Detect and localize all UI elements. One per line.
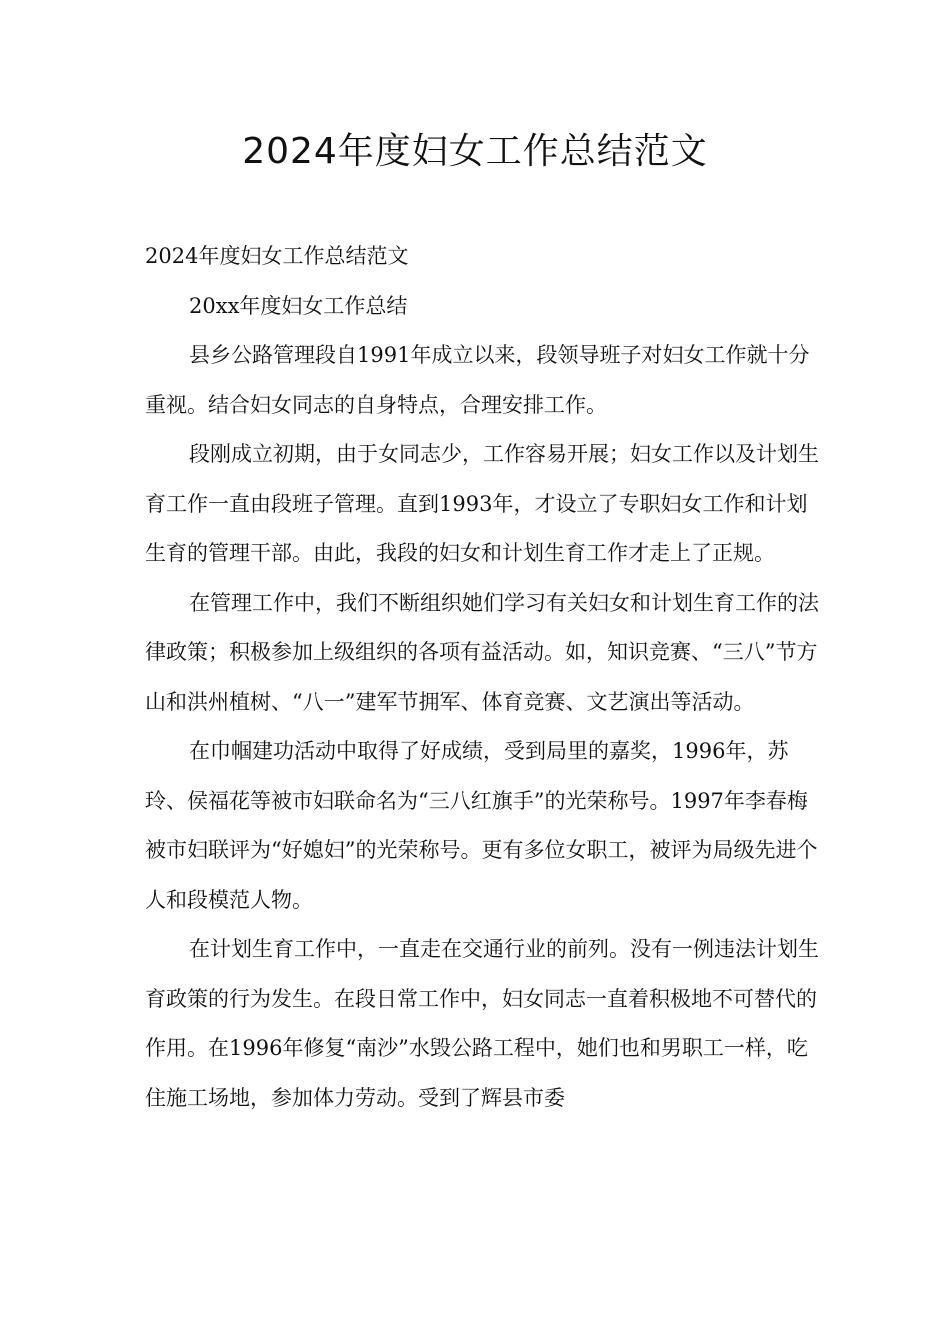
paragraph: 在计划生育工作中，一直走在交通行业的前列。没有一例违法计划生育政策的行为发生。在段日常工作中，妇女同志一直着积极地不可替代的作用。在1996年修复“南沙”水毁公路工程中，她们也和男职工一样，吃住施工场地，参加体力劳动。受到了辉县市委 (145, 937, 819, 1110)
paragraph: 20xx年度妇女工作总结 (189, 293, 408, 318)
paragraph: 县乡公路管理段自1991年成立以来，段领导班子对妇女工作就十分重视。结合妇女同志的自身特点，合理安排工作。 (145, 343, 810, 417)
document-body (145, 232, 825, 1123)
document-title: 2024年度妇女工作总结范文 (242, 131, 708, 172)
paragraph: 2024年度妇女工作总结范文 (145, 244, 409, 268)
paragraph: 在巾帼建功活动中取得了好成绩，受到局里的嘉奖，1996年，苏玲、侯福花等被市妇联命名为“三八红旗手”的光荣称号。1997年李春梅被市妇联评为“好媳妇”的光荣称号。更有多位女职工，被评为局级先进个人和段模范人物。 (145, 739, 818, 912)
paragraph: 段刚成立初期，由于女同志少，工作容易开展；妇女工作以及计划生育工作一直由段班子管理。直到1993年，才设立了专职妇女工作和计划生育的管理干部。由此，我段的妇女和计划生育工作才走上了正规。 (145, 442, 819, 565)
paragraph: 在管理工作中，我们不断组织她们学习有关妇女和计划生育工作的法律政策；积极参加上级组织的各项有益活动。如，知识竞赛、“三八”节方山和洪州植树、“八一”建军节拥军、体育竞赛、文艺演出等活动。 (145, 590, 819, 714)
